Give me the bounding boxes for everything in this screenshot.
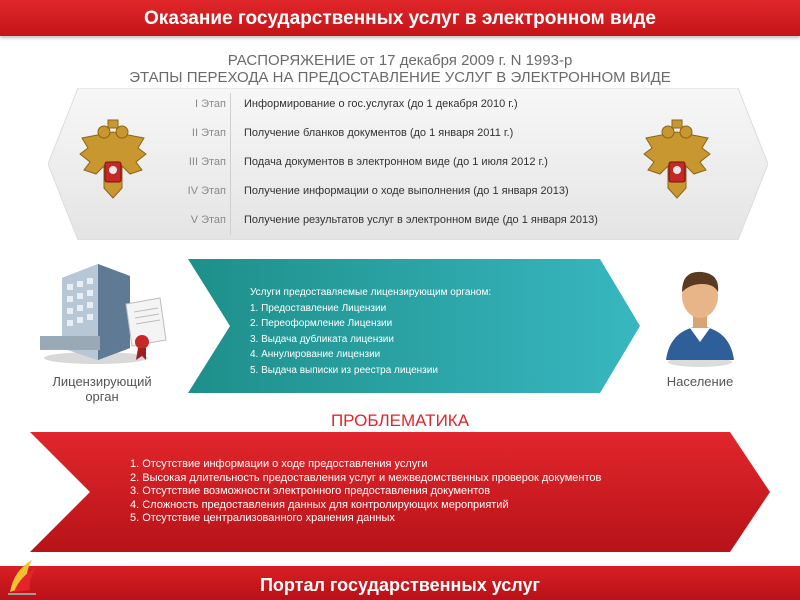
problems-title: ПРОБЛЕМАТИКА [330,411,470,430]
decree-line-2: ЭТАПЫ ПЕРЕХОДА НА ПРЕДОСТАВЛЕНИЕ УСЛУГ В ЭЛЕКТРОННОМ ВИДЕ [129,69,671,86]
list-item: 4. Сложность предоставления данных для контролирующих мероприятий [130,498,509,511]
list-item: 1. Предоставление Лицензии [250,302,387,314]
list-item: 5. Отсутствие централизованного хранения данных [130,512,395,524]
list-item: 2. Переоформление Лицензии [250,318,393,329]
caption-line-2: орган [85,389,119,404]
problems-list [130,458,601,526]
stage-text: Подача документов в электронном виде (до 1 июля 2012 г.) [244,156,548,168]
certificate-icon [126,298,166,360]
list-item: 1. Отсутствие информации о ходе предоставления услуги [130,458,428,470]
stage-label: I Этап [194,98,226,110]
stage-text: Информирование о гос.услугах (до 1 декабря 2010 г.) [244,98,518,110]
caption-line-1: Лицензирующий [52,374,152,389]
list-item: 3. Отсутствие возможности электронного предоставления документов [130,485,491,497]
coat-of-arms-right-icon [638,118,716,210]
list-item: 4. Аннулирование лицензии [250,349,381,360]
stage-divider [230,93,231,235]
stage-label: III Этап [188,156,226,168]
list-item: 3. Выдача дубликата лицензии [250,333,394,345]
page-title: Оказание государственных услуг в электронном виде [144,8,656,29]
stage-label: II Этап [191,127,226,139]
list-item: 5. Выдача выписки из реестра лицензии [250,364,438,376]
building-icon [34,256,174,368]
decree-heading [0,52,800,86]
services-heading: Услуги предоставляемые лицензирующим органом: [250,287,492,298]
footer-title: Портал государственных услуг [259,575,541,595]
stage-text: Получение информации о ходе выполнения (до 1 января 2013) [244,185,569,197]
logo-icon [6,556,40,596]
stage-text: Получение бланков документов (до 1 января 2011 г.) [244,127,514,139]
stage-text: Получение результатов услуг в электронном виде (до 1 января 2013) [244,214,598,226]
services-list [250,285,491,378]
population-caption: Население [666,374,734,389]
decree-line-1: РАСПОРЯЖЕНИЕ от 17 декабря 2009 г. N 1993-р [227,52,573,69]
list-item: 2. Высокая длительность предоставления услуг и межведомственных проверок документов [130,471,602,484]
stage-label: V Этап [190,214,226,226]
stage-label: IV Этап [187,185,226,197]
person-icon [662,262,738,368]
licensing-authority-caption [40,374,164,404]
coat-of-arms-left-icon [74,118,152,210]
